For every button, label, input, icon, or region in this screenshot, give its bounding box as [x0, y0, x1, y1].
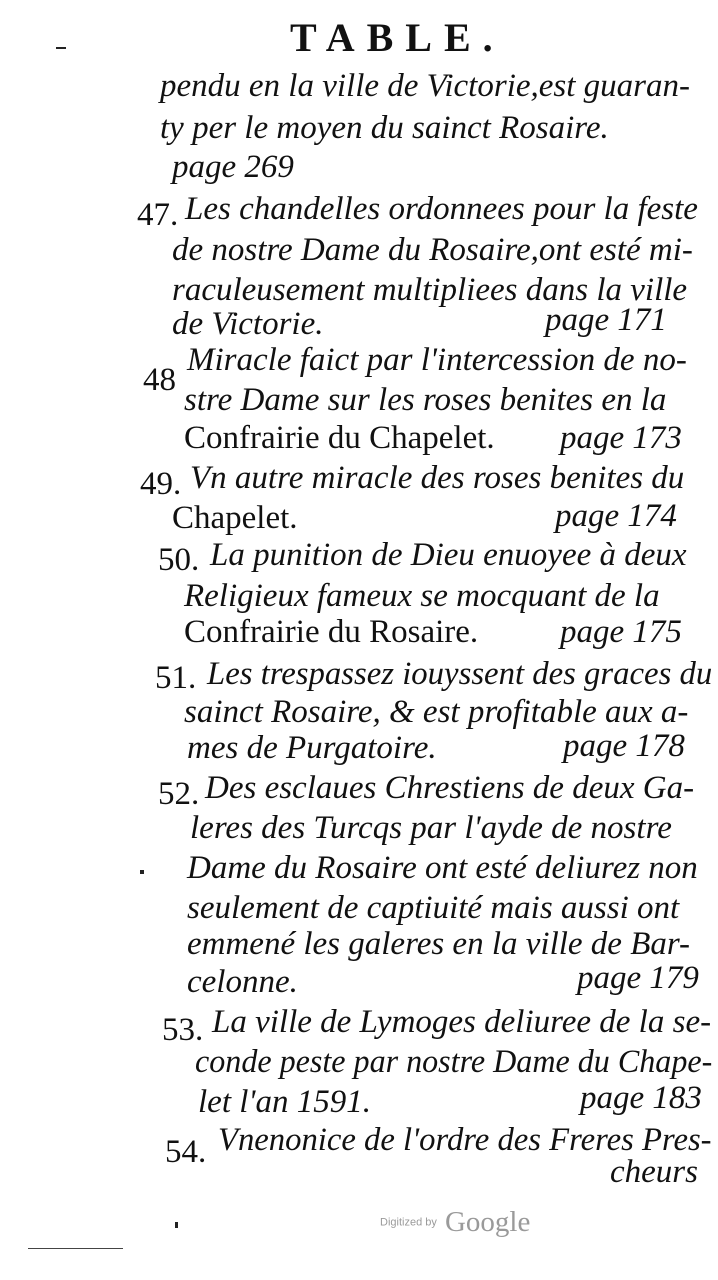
- entry-line: Dame du Rosaire ont esté deliurez non: [187, 850, 698, 886]
- entry-line: raculeusement multipliees dans la ville: [172, 272, 688, 308]
- entry-number: 47.: [137, 197, 179, 233]
- entry-number: 50.: [158, 542, 200, 578]
- google-watermark: [380, 1206, 530, 1239]
- entry-line: Confrairie du Rosaire.: [184, 614, 479, 650]
- entry-line: La punition de Dieu enuoyee à deux: [210, 537, 687, 573]
- entry-line: Religieux fameux se mocquant de la: [184, 578, 660, 614]
- entry-line: stre Dame sur les roses benites en la: [184, 382, 667, 418]
- entry-number: 51.: [155, 660, 197, 696]
- entry-line: leres des Turcqs par l'ayde de nostre: [190, 810, 672, 846]
- margin-mark-top: [56, 47, 66, 49]
- entry-number: 49.: [140, 466, 182, 502]
- page-header-title: TABLE.: [290, 15, 505, 60]
- entry-line: de Victorie.: [172, 306, 324, 342]
- entry-line: Les trespassez iouyssent des graces du: [207, 656, 713, 692]
- entry-line: Vnenonice de l'ordre des Freres Pres-: [218, 1122, 712, 1158]
- entry-number: 53.: [162, 1012, 204, 1048]
- entry-line: emmené les galeres en la ville de Bar-: [187, 926, 691, 962]
- entry-line: mes de Purgatoire.: [187, 730, 437, 766]
- page-reference: page 171: [545, 302, 667, 338]
- entry-line: La ville de Lymoges deliuree de la se-: [212, 1004, 712, 1040]
- margin-mark-low: [175, 1222, 178, 1228]
- entry-line: seulement de captiuité mais aussi ont: [187, 890, 680, 926]
- margin-mark-mid: [140, 870, 144, 874]
- entry-line: Des esclaues Chrestiens de deux Ga-: [205, 770, 695, 806]
- page-reference: page 178: [563, 728, 685, 764]
- entry-line: Miracle faict par l'intercession de no-: [187, 342, 687, 378]
- entry-line: Chapelet.: [172, 500, 298, 536]
- entry-line: sainct Rosaire, & est profitable aux a-: [184, 694, 689, 730]
- entry-line: let l'an 1591.: [198, 1084, 371, 1120]
- footer-rule: [28, 1248, 123, 1249]
- entry-line: Confrairie du Chapelet.: [184, 420, 495, 456]
- entry-number: 48: [143, 362, 176, 398]
- entry-line: de nostre Dame du Rosaire,ont esté mi-: [172, 232, 693, 268]
- page-reference: page 173: [560, 420, 682, 456]
- entry-number: 54.: [165, 1134, 207, 1170]
- entry-number: 52.: [158, 776, 200, 812]
- page-reference: page 183: [580, 1080, 702, 1116]
- entry-line: Vn autre miracle des roses benites du: [190, 460, 685, 496]
- entry-line: Les chandelles ordonnees pour la feste: [185, 191, 698, 227]
- entry-line: cheurs: [610, 1154, 698, 1190]
- watermark-brand: Google: [444, 1206, 531, 1238]
- entry-line: pendu en la ville de Victorie,est guaran-: [160, 68, 690, 104]
- page-reference: page 175: [560, 614, 682, 650]
- watermark-prefix: Digitized by: [380, 1216, 437, 1229]
- entry-line: celonne.: [187, 964, 298, 1000]
- entry-line: conde peste par nostre Dame du Chape-: [195, 1044, 713, 1080]
- entry-line: page 269: [172, 149, 294, 185]
- page-reference: page 174: [555, 498, 677, 534]
- entry-line: ty per le moyen du sainct Rosaire.: [160, 110, 609, 146]
- page-reference: page 179: [577, 960, 699, 996]
